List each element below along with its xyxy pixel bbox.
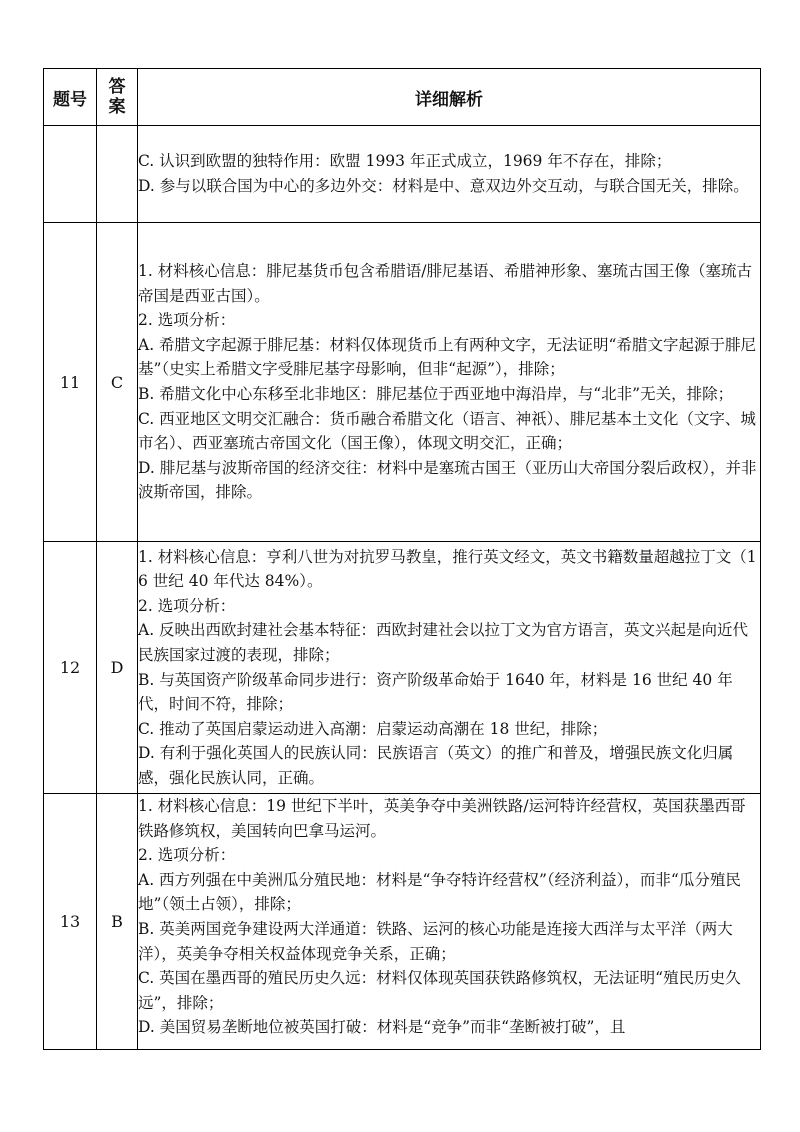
table-row [44, 542, 761, 794]
analysis-line: D. 腓尼基与波斯帝国的经济交往：材料中是塞琉古国王（亚历山大帝国分裂后政权），并非波斯帝国，排除。 [138, 458, 757, 502]
question-number [44, 126, 97, 223]
analysis-line: D. 有利于强化英国人的民族认同：民族语言（英文）的推广和普及，增强民族文化归属感，强化民族认同，正确。 [138, 744, 734, 787]
analysis-line: 1. 材料核心信息：19 世纪下半叶，英美争夺中美洲铁路/运河特许经营权，英国获墨西哥铁路修筑权，美国转向巴拿马运河。 [138, 797, 746, 840]
header-answer-label: 答 案 [108, 77, 126, 117]
answer-letter: C [97, 223, 138, 542]
analysis-line: B. 希腊文化中心东移至北非地区：腓尼基位于西亚地中海沿岸，与“北非”无关，排除； [138, 385, 734, 403]
analysis-line: 1. 材料核心信息：腓尼基货币包含希腊语/腓尼基语、希腊神形象、塞琉古国王像（塞琉古帝国是西亚古国）。 [138, 262, 752, 305]
header-detailed-analysis: 详细解析 [138, 69, 761, 126]
question-number: 12 [44, 542, 97, 794]
analysis-line: A. 反映出西欧封建社会基本特征：西欧封建社会以拉丁文为官方语言，英文兴起是向近代民族国家过渡的表现，排除； [138, 621, 749, 664]
question-number: 13 [44, 794, 97, 1050]
analysis-line: 2. 选项分析： [138, 846, 236, 865]
table-row [44, 794, 761, 1050]
analysis-line: A. 西方列强在中美洲瓜分殖民地：材料是“争夺特许经营权”（经济利益），而非“瓜分殖民地”（领土占领），排除； [138, 870, 741, 914]
analysis-line: C. 西亚地区文明交汇融合：货币融合希腊文化（语言、神祇）、腓尼基本土文化（文字、城市名）、西亚塞琉古帝国文化（国王像），体现文明交汇，正确； [138, 409, 756, 453]
analysis-line: B. 英美两国竞争建设两大洋通道：铁路、运河的核心功能是连接大西洋与太平洋（两大洋），英美争夺相关权益体现竞争关系，正确； [138, 919, 733, 963]
analysis-line: 1. 材料核心信息：亨利八世为对抗罗马教皇，推行英文经文，英文书籍数量超越拉丁文（16 世纪 40 年代达 84%）。 [138, 547, 757, 591]
analysis-cell [138, 542, 761, 794]
analysis-cell [138, 126, 761, 223]
analysis-line: 2. 选项分析： [138, 311, 236, 330]
analysis-cell [138, 794, 761, 1050]
analysis-cell [138, 223, 761, 542]
table-header-row [44, 69, 761, 126]
answer-letter: D [97, 542, 138, 794]
question-number: 11 [44, 223, 97, 542]
analysis-line: C. 英国在墨西哥的殖民历史久远：材料仅体现英国获铁路修筑权，无法证明“殖民历史久远”，排除； [138, 969, 741, 1012]
analysis-line: D. 参与以联合国为中心的多边外交：材料是中、意双边外交互动，与联合国无关，排除。 [138, 177, 749, 195]
analysis-line: 2. 选项分析： [138, 596, 236, 615]
header-answer [97, 69, 138, 126]
analysis-line: C. 推动了英国启蒙运动进入高潮：启蒙运动高潮在 18 世纪，排除； [138, 719, 608, 738]
answer-analysis-table [43, 68, 761, 1050]
analysis-line: D. 美国贸易垄断地位被英国打破：材料是“竞争”而非“垄断被打破”，且 [138, 1018, 626, 1037]
answer-letter [97, 126, 138, 223]
table-row [44, 126, 761, 223]
answer-letter: B [97, 794, 138, 1050]
analysis-line: C. 认识到欧盟的独特作用：欧盟 1993 年正式成立，1969 年不存在，排除； [138, 152, 672, 171]
table-row [44, 223, 761, 542]
analysis-line: B. 与英国资产阶级革命同步进行：资产阶级革命始于 1640 年，材料是 16 世纪 40 年代，时间不符，排除； [138, 670, 733, 714]
header-question-number: 题号 [44, 69, 97, 126]
analysis-line: A. 希腊文字起源于腓尼基：材料仅体现货币上有两种文字，无法证明“希腊文字起源于腓尼基”（史实上希腊文字受腓尼基字母影响，但非“起源”），排除； [138, 335, 756, 379]
